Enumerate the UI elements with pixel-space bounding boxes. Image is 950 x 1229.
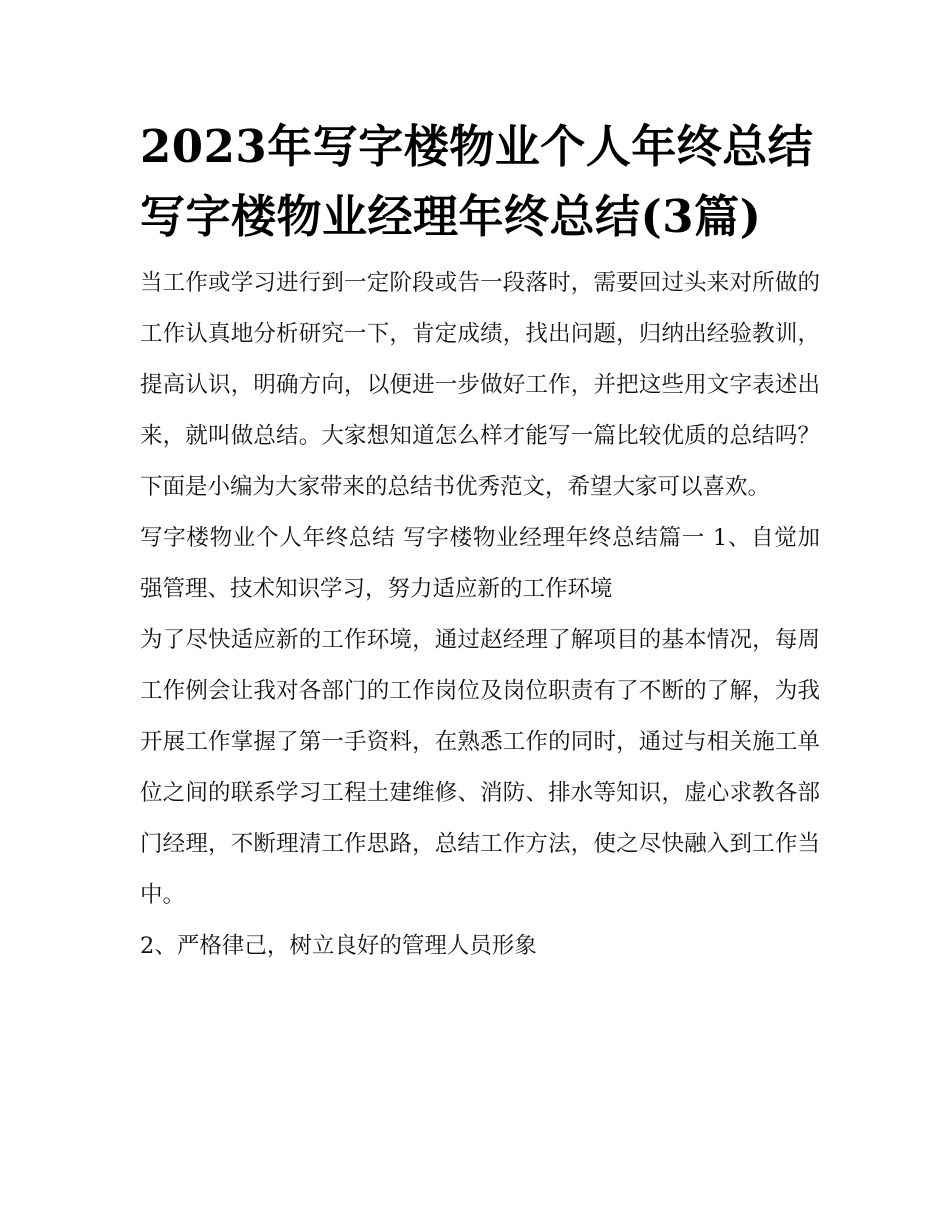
intro-paragraph: 当工作或学习进行到一定阶段或告一段落时，需要回过头来对所做的工作认真地分析研究一下，肯定成绩，找出问题，归纳出经验教训，提高认识，明确方向，以便进一步做好工作，并把这些用文字表述出来，就叫做总结。大家想知道怎么样才能写一篇比较优质的总结吗？下面是小编为大家带来的总结书优秀范文，希望大家可以喜欢。 <box>140 270 820 500</box>
document-body <box>140 112 820 972</box>
section-heading-1: 写字楼物业个人年终总结 写字楼物业经理年终总结篇一 1、自觉加强管理、技术知识学习，努力适应新的工作环境 <box>140 525 820 602</box>
section-body-1: 为了尽快适应新的工作环境，通过赵经理了解项目的基本情况，每周工作例会让我对各部门的工作岗位及岗位职责有了不断的了解，为我开展工作掌握了第一手资料，在熟悉工作的同时，通过与相关施工单位之间的联系学习工程土建维修、消防、排水等知识，虚心求教各部门经理，不断理清工作思路，总结工作方法，使之尽快融入到工作当中。 <box>140 627 820 908</box>
document-title: 2023年写字楼物业个人年终总结 写字楼物业经理年终总结(3篇) <box>140 120 814 243</box>
section-heading-2: 2、严格律己，树立良好的管理人员形象 <box>140 933 537 959</box>
